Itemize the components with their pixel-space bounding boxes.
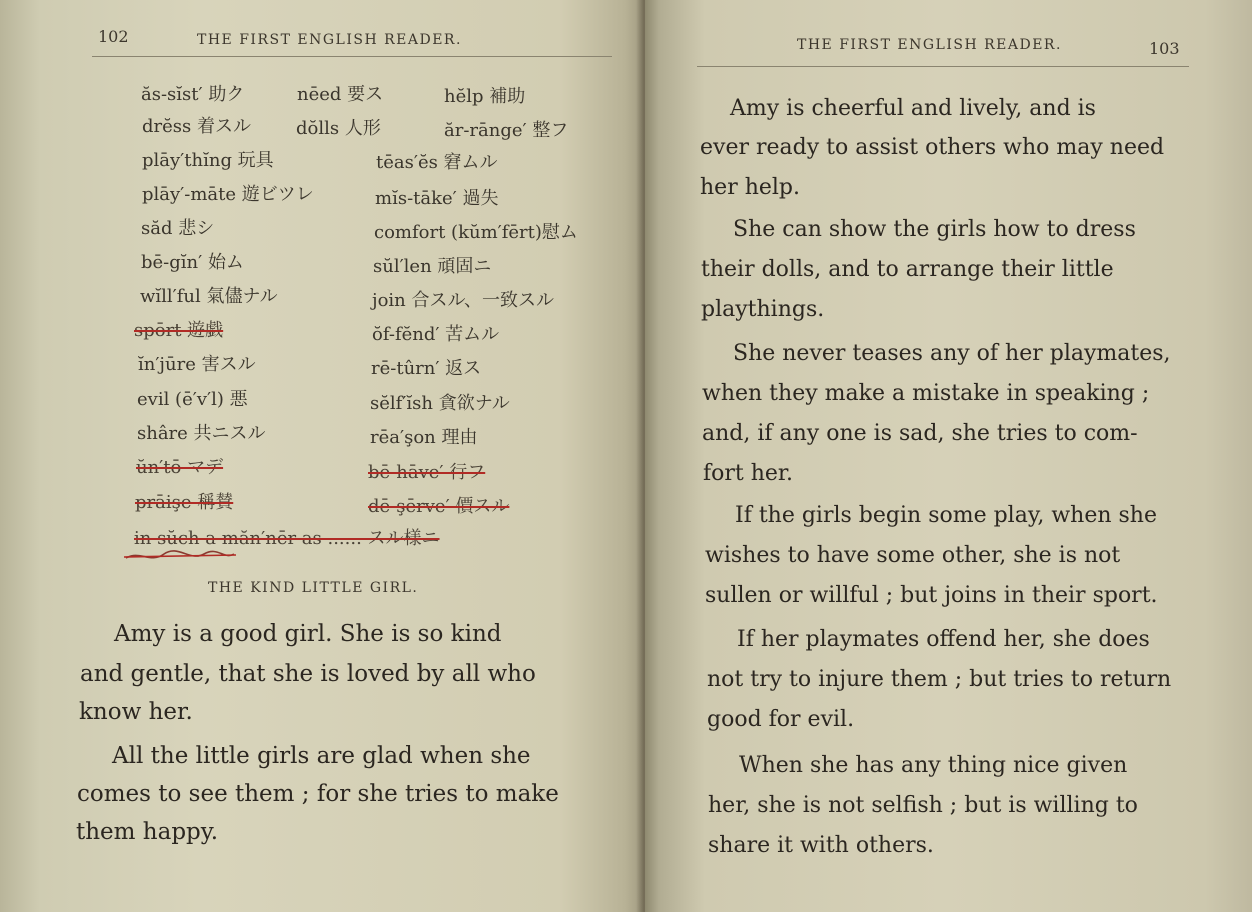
paragraph-line: her help.	[700, 175, 800, 200]
paragraph-line: She can show the girls how to dress	[733, 217, 1136, 242]
paragraph-line: wishes to have some other, she is not	[705, 543, 1121, 568]
paragraph-line: know her.	[79, 699, 193, 725]
vocab-entry: plāy′thĭng 玩具	[142, 150, 274, 171]
vocab-entry: nēed 要ス	[297, 84, 384, 105]
vocab-entry: evil (ē′v′l) 悪	[137, 389, 248, 410]
vocab-entry-struck: spōrt 遊戯	[134, 320, 224, 341]
vocab-entry: bē-gĭn′ 始ム	[141, 252, 244, 273]
vocab-entry: rēa′şon 理由	[370, 427, 478, 448]
vocab-entry-struck: in sŭch a măn′nēr as ...... スル様ニ	[134, 528, 440, 549]
vocab-entry: rē-tûrn′ 返ス	[371, 358, 482, 379]
paragraph-line: not try to injure them ; but tries to return	[707, 667, 1172, 692]
vocab-entry: sŭl′len 頑固ニ	[373, 256, 492, 277]
right-page	[645, 0, 1252, 912]
vocab-entry: ŏf-fĕnd′ 苦ムル	[372, 324, 500, 345]
vocab-entry: ĭn′jūre 害スル	[138, 354, 256, 375]
paragraph-line: them happy.	[76, 819, 219, 845]
handwritten-scribble	[120, 546, 240, 568]
paragraph-line: fort her.	[703, 461, 794, 486]
section-title: THE KIND LITTLE GIRL.	[208, 580, 419, 596]
vocab-entry: ăs-sĭst′ 助ク	[141, 84, 245, 105]
right-page-number: 103	[1149, 39, 1180, 58]
left-header-rule	[92, 56, 612, 57]
paragraph-line: playthings.	[701, 297, 825, 322]
paragraph-line: If the girls begin some play, when she	[735, 503, 1157, 528]
vocab-entry-struck: dē-şērve′ 價スル	[368, 496, 510, 517]
vocab-entry: dŏlls 人形	[296, 118, 381, 139]
paragraph-line: and gentle, that she is loved by all who	[80, 661, 536, 687]
vocab-entry: hĕlp 補助	[444, 86, 526, 107]
left-page-number: 102	[98, 27, 129, 46]
paragraph-line: comes to see them ; for she tries to make	[77, 781, 559, 807]
vocab-entry: mĭs-tāke′ 過失	[375, 188, 499, 209]
vocab-entry-struck: prāişe 稱賛	[135, 492, 234, 513]
vocab-entry: wĭll′ful 氣儘ナル	[140, 286, 278, 307]
paragraph-line: her, she is not selfish ; but is willing to	[708, 793, 1138, 818]
paragraph-line: All the little girls are glad when she	[112, 743, 531, 769]
paragraph-line: Amy is cheerful and lively, and is	[730, 96, 1096, 121]
paragraph-line: When she has any thing nice given	[739, 753, 1128, 778]
vocab-entry: join 合スル、一致スル	[372, 290, 555, 311]
vocab-entry: drĕss 着スル	[142, 116, 251, 137]
vocab-entry-struck: bē-hāve′ 行フ	[368, 462, 486, 483]
paragraph-line: She never teases any of her playmates,	[733, 341, 1171, 366]
paragraph-line: share it with others.	[708, 833, 934, 858]
vocab-entry-struck: ŭn′tō マデ	[136, 457, 224, 478]
paragraph-line: and, if any one is sad, she tries to com-	[702, 421, 1138, 446]
right-page-header: THE FIRST ENGLISH READER.	[797, 37, 1062, 53]
paragraph-line: sullen or willful ; but joins in their sport.	[705, 583, 1158, 608]
vocab-entry: săd 悲シ	[141, 218, 215, 239]
paragraph-line: their dolls, and to arrange their little	[701, 257, 1114, 282]
vocab-entry: tēas′ĕs 窘ムル	[376, 152, 498, 173]
vocab-entry: ăr-rānge′ 整フ	[444, 120, 569, 141]
vocab-entry: shâre 共ニスル	[137, 423, 266, 444]
right-header-rule	[697, 66, 1189, 67]
paragraph-line: Amy is a good girl. She is so kind	[114, 621, 502, 647]
vocab-entry: comfort (kŭm′fērt)慰ム	[374, 222, 578, 243]
paragraph-line: good for evil.	[707, 707, 855, 732]
left-page-header: THE FIRST ENGLISH READER.	[197, 32, 462, 48]
vocab-entry: plāy′-māte 遊ビツレ	[142, 184, 314, 205]
vocab-entry: sĕlf′ĭsh 貪欲ナル	[370, 393, 510, 414]
paragraph-line: when they make a mistake in speaking ;	[702, 381, 1150, 406]
paragraph-line: If her playmates offend her, she does	[737, 627, 1150, 652]
paragraph-line: ever ready to assist others who may need	[700, 135, 1165, 160]
